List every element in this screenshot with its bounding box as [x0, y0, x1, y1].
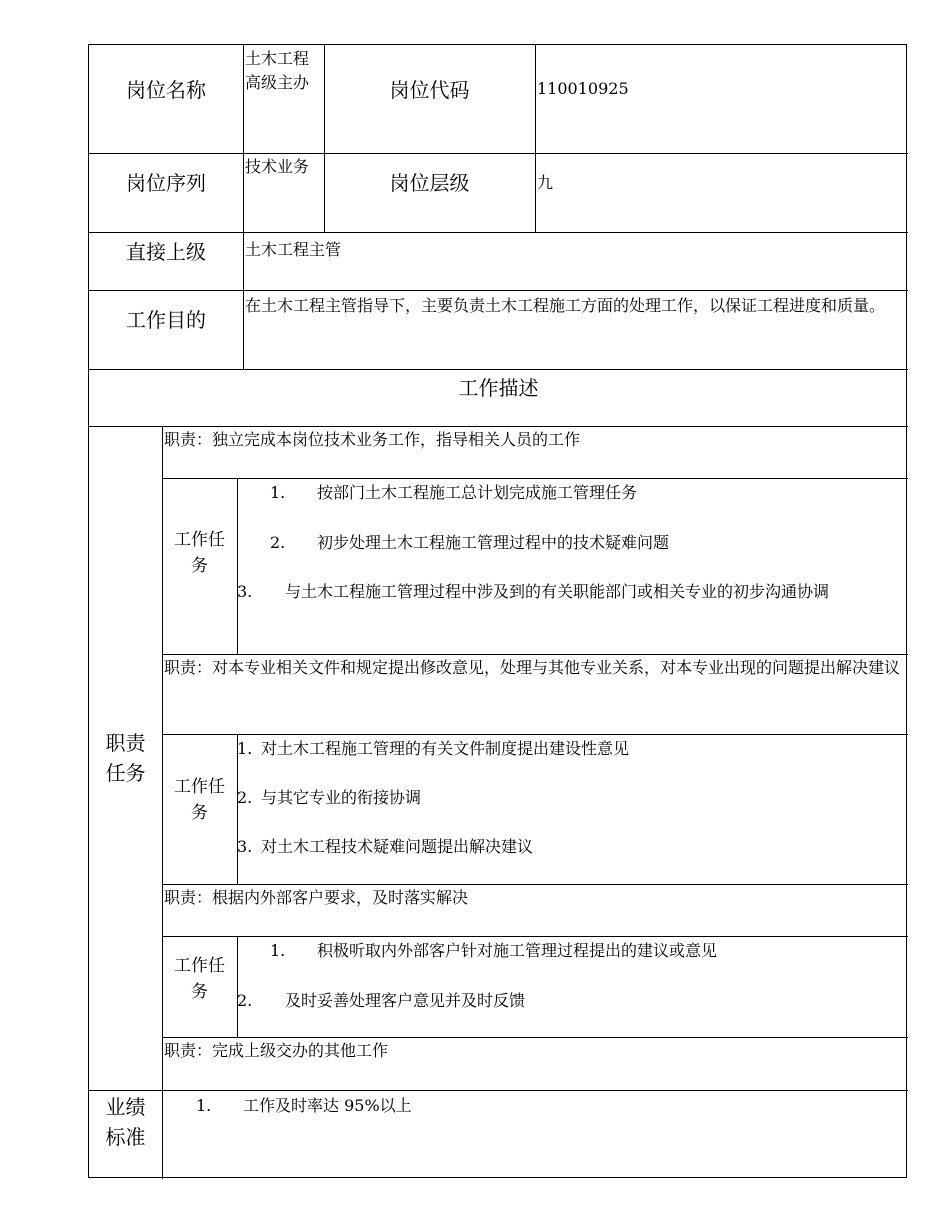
duty-title: 职责：根据内外部客户要求，及时落实解决	[164, 888, 469, 907]
task-number: 3.	[237, 582, 253, 601]
supervisor-label: 直接上级	[126, 240, 206, 264]
task-number: 3.	[237, 837, 253, 856]
row-divider	[162, 478, 908, 479]
task-text: 按部门土木工程施工总计划完成施工管理任务	[317, 483, 638, 502]
task-number: 2.	[237, 788, 253, 807]
row-divider	[162, 734, 908, 735]
row-divider	[89, 1090, 908, 1091]
performance-number: 1.	[196, 1096, 212, 1115]
task-text: 与其它专业的衔接协调	[261, 788, 422, 807]
task-label: 工作任务	[174, 777, 225, 823]
post-code-value: 110010925	[537, 79, 629, 98]
col-divider	[237, 478, 238, 654]
post-name-label: 岗位名称	[126, 78, 206, 102]
post-name-value: 土木工程高级主办	[245, 49, 310, 92]
task-label: 工作任务	[174, 955, 225, 1002]
post-level-label: 岗位层级	[389, 171, 470, 195]
task-label: 工作任务	[174, 530, 225, 576]
task-text: 与土木工程施工管理过程中涉及到的有关职能部门或相关专业的初步沟通协调	[285, 582, 830, 601]
supervisor-value: 土木工程主管	[245, 240, 342, 259]
description-title: 工作描述	[458, 376, 539, 400]
task-text: 对土木工程施工管理的有关文件制度提出建设性意见	[261, 739, 630, 758]
duties-label: 职责任务	[105, 731, 146, 785]
post-code-label: 岗位代码	[389, 78, 470, 102]
duty-title: 职责：对本专业相关文件和规定提出修改意见，处理与其他专业关系，对本专业出现的问题提出解决建议	[164, 658, 901, 677]
task-number: 1.	[270, 483, 286, 502]
task-number: 1.	[270, 941, 286, 960]
job-description-table	[88, 44, 907, 1178]
task-number: 2.	[237, 991, 253, 1010]
task-text: 对土木工程技术疑难问题提出解决建议	[261, 837, 534, 856]
task-text: 积极听取内外部客户针对施工管理过程提出的建议或意见	[317, 941, 718, 960]
purpose-label: 工作目的	[126, 308, 206, 332]
performance-label: 业绩标准	[105, 1095, 146, 1149]
duty-title: 职责：独立完成本岗位技术业务工作，指导相关人员的工作	[164, 430, 581, 449]
task-number: 1.	[237, 739, 253, 758]
task-text: 及时妥善处理客户意见并及时反馈	[285, 991, 526, 1010]
task-text: 初步处理土木工程施工管理过程中的技术疑难问题	[317, 533, 670, 552]
col-divider	[237, 936, 238, 1037]
performance-text: 工作及时率达 95%以上	[243, 1096, 412, 1115]
row-divider	[162, 936, 908, 937]
task-number: 2.	[270, 533, 286, 552]
duty-title: 职责：完成上级交办的其他工作	[164, 1041, 389, 1060]
post-level-value: 九	[537, 173, 554, 192]
post-series-label: 岗位序列	[126, 171, 206, 195]
purpose-value: 在土木工程主管指导下，主要负责土木工程施工方面的处理工作，以保证工程进度和质量。	[245, 296, 886, 315]
post-series-value: 技术业务	[245, 157, 310, 176]
